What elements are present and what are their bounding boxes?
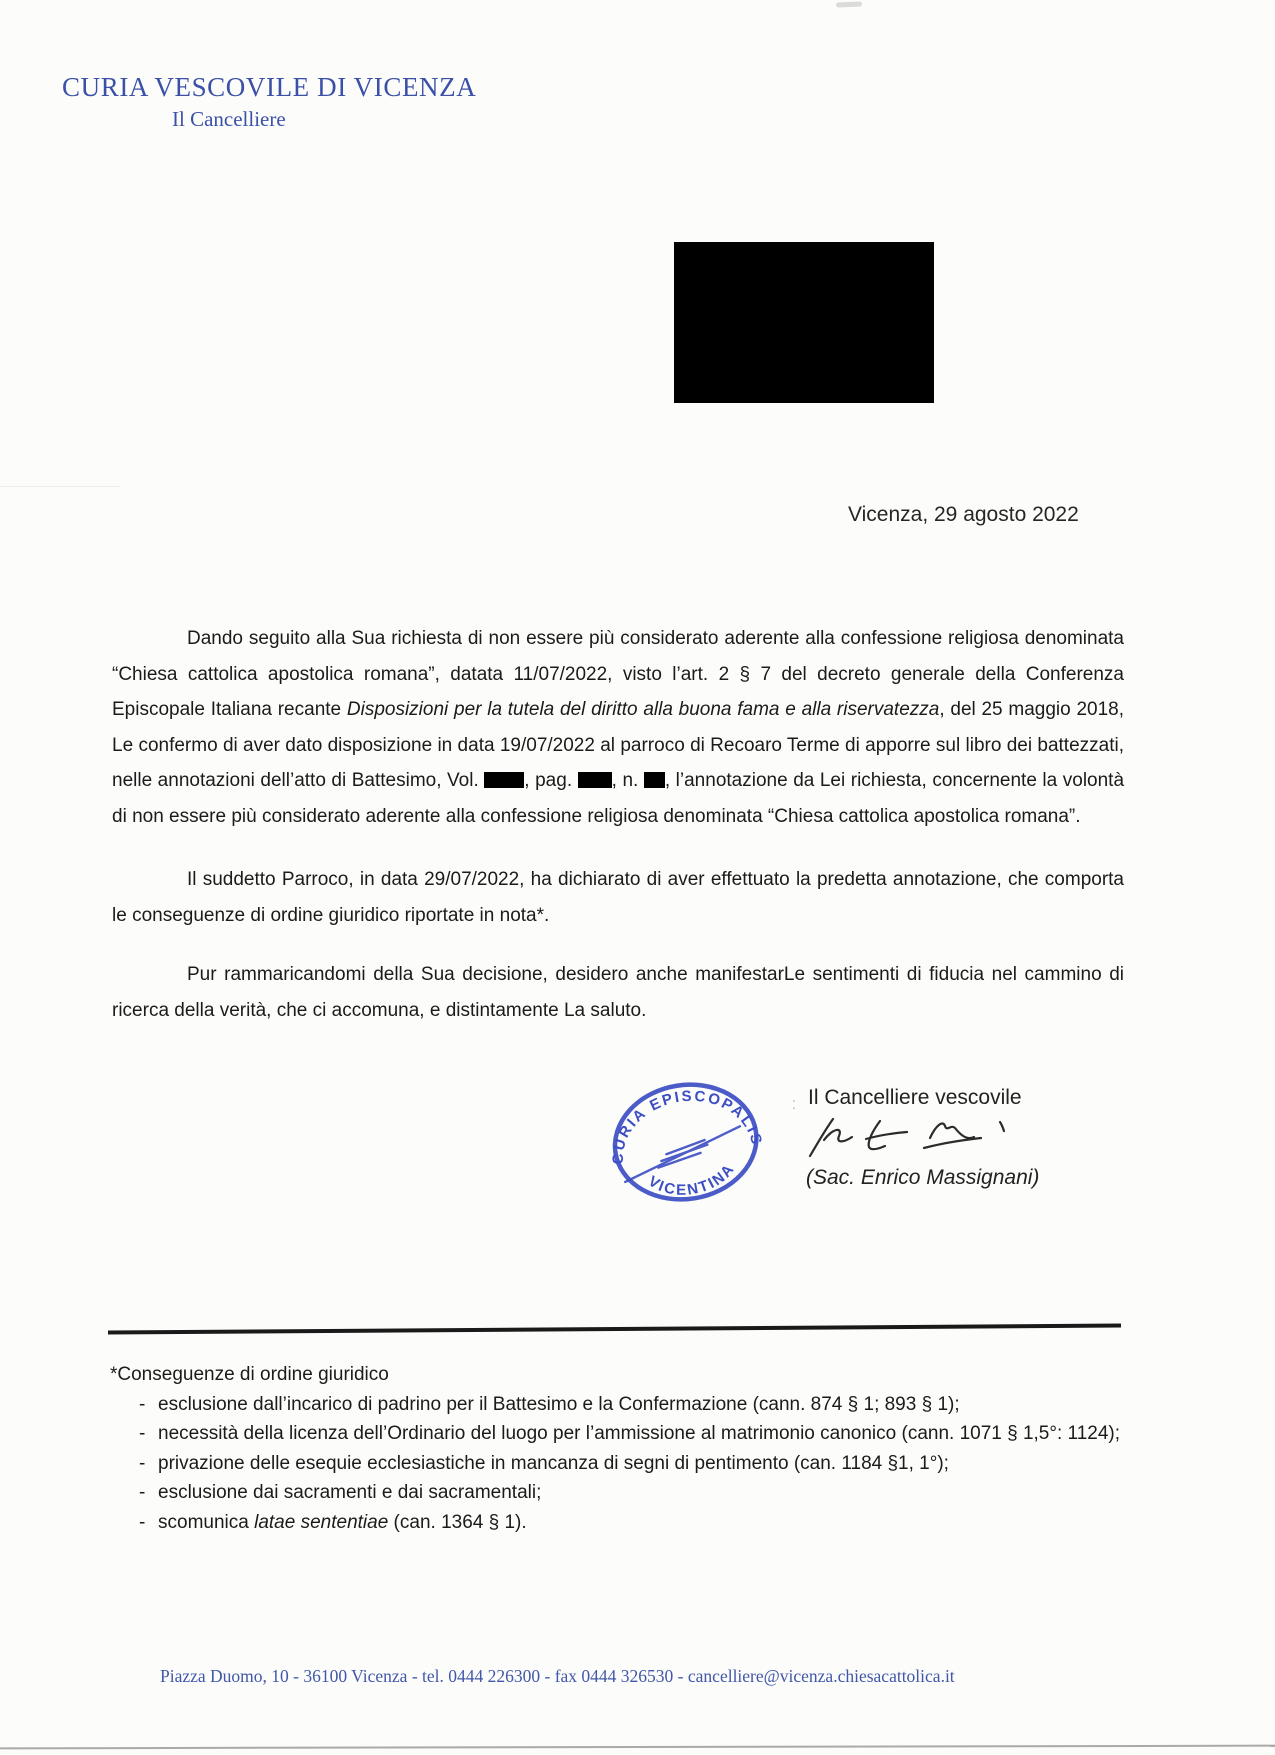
redaction-volume <box>484 772 524 788</box>
stray-ink-mark: ⁚ <box>792 1098 796 1112</box>
handwritten-signature <box>800 1112 1030 1164</box>
footer-contact-line: Piazza Duomo, 10 - 36100 Vicenza - tel. 0444 226300 - fax 0444 326530 - cancelliere@vicenza.chiesacattolica.it <box>160 1666 955 1686</box>
footnote-title: *Conseguenze di ordine giuridico <box>110 1364 389 1385</box>
footnote-item-4: - esclusione dai sacramenti e dai sacramentali; <box>110 1478 1124 1508</box>
footnote-item-2: - necessità della licenza dell’Ordinario del luogo per l’ammissione al matrimonio canonico (cann. 1071 § 1,5°: 1124); <box>110 1419 1124 1449</box>
footnote-item-5 <box>110 1508 1124 1538</box>
footnote-item-5-latin: latae sententiae <box>254 1511 389 1533</box>
footnote-separator-line <box>108 1323 1121 1334</box>
footnote-item-5-pre: scomunica <box>158 1511 255 1533</box>
scan-artifact-top-edge <box>836 2 862 8</box>
paragraph-1-text-end: , l’annotazione da Lei richiesta, concernente la volontà di non essere più considerato aderente alla confessione religiosa denominata “Chiesa cattolica apostolica romana”. <box>112 770 1125 827</box>
curia-episcopalis-stamp <box>599 1067 774 1222</box>
scan-artifact-bottom-edge <box>0 1745 1275 1750</box>
signer-name: (Sac. Enrico Massignani) <box>806 1166 1040 1189</box>
svg-text:CURIA EPISCOPALIS <box>600 1077 766 1170</box>
redaction-number <box>644 772 665 788</box>
paragraph-1-text-cont: , del 25 maggio 2018, Le confermo di aver dato disposizione in data 19/07/2022 al parroco di Recoaro Terme di apporre sul libro dei battezzati, nelle annotazioni dell’atto di Battesimo, Vol. <box>112 699 1125 791</box>
stamp-seal-icon <box>599 1067 774 1222</box>
paper-fold-line <box>0 486 120 487</box>
letter-body <box>112 621 1124 1028</box>
paragraph-1-n-label: , n. <box>611 770 639 791</box>
paragraph-2: Il suddetto Parroco, in data 29/07/2022, ha dichiarato di aver effettuato la predetta annotazione, che comporta le conseguenze di ordine giuridico riportate in nota*. <box>112 869 1124 926</box>
paragraph-1-italic-decree-title: Disposizioni per la tutela del diritto alla buona fama e alla riservatezza <box>346 699 940 720</box>
dateline: Vicenza, 29 agosto 2022 <box>848 503 1079 526</box>
paragraph-1 <box>112 621 1124 834</box>
signer-title: Il Cancelliere vescovile <box>808 1086 1022 1109</box>
paragraph-3: Pur rammaricandomi della Sua decisione, desidero anche manifestarLe sentimenti di fiducia nel cammino di ricerca della verità, che ci accomuna, e distintamente La saluto. <box>112 964 1124 1021</box>
footnote-list <box>110 1390 1124 1538</box>
letterhead-role: Il Cancelliere <box>172 107 286 131</box>
stamp-top-text: CURIA EPISCOPALIS <box>609 1087 766 1165</box>
footnote-section <box>110 1360 1124 1537</box>
redaction-block-recipient <box>674 242 934 403</box>
stamp-bottom-text: VICENTINA <box>645 1160 739 1199</box>
paragraph-1-pag-label: , pag. <box>524 770 573 791</box>
paragraph-1-text: Dando seguito alla Sua richiesta di non essere più considerato aderente alla confessione religiosa denominata “Chiesa cattolica apostolica romana”, datata 11/07/2022, visto l’art. 2 § 7 del decreto generale della Conferenza Episcopale Italiana recante <box>112 628 1124 720</box>
signature-icon <box>800 1112 1030 1164</box>
footnote-item-1: - esclusione dall’incarico di padrino per il Battesimo e la Confermazione (cann. 874 § 1; 893 § 1); <box>110 1390 1124 1420</box>
redaction-page <box>578 772 612 788</box>
footnote-item-3: - privazione delle esequie ecclesiastiche in mancanza di segni di pentimento (can. 1184 §1, 1°); <box>110 1449 1124 1479</box>
letterhead <box>62 72 476 132</box>
letterhead-organization: CURIA VESCOVILE DI VICENZA <box>62 72 477 102</box>
footnote-item-5-post: (can. 1364 § 1). <box>388 1511 527 1533</box>
